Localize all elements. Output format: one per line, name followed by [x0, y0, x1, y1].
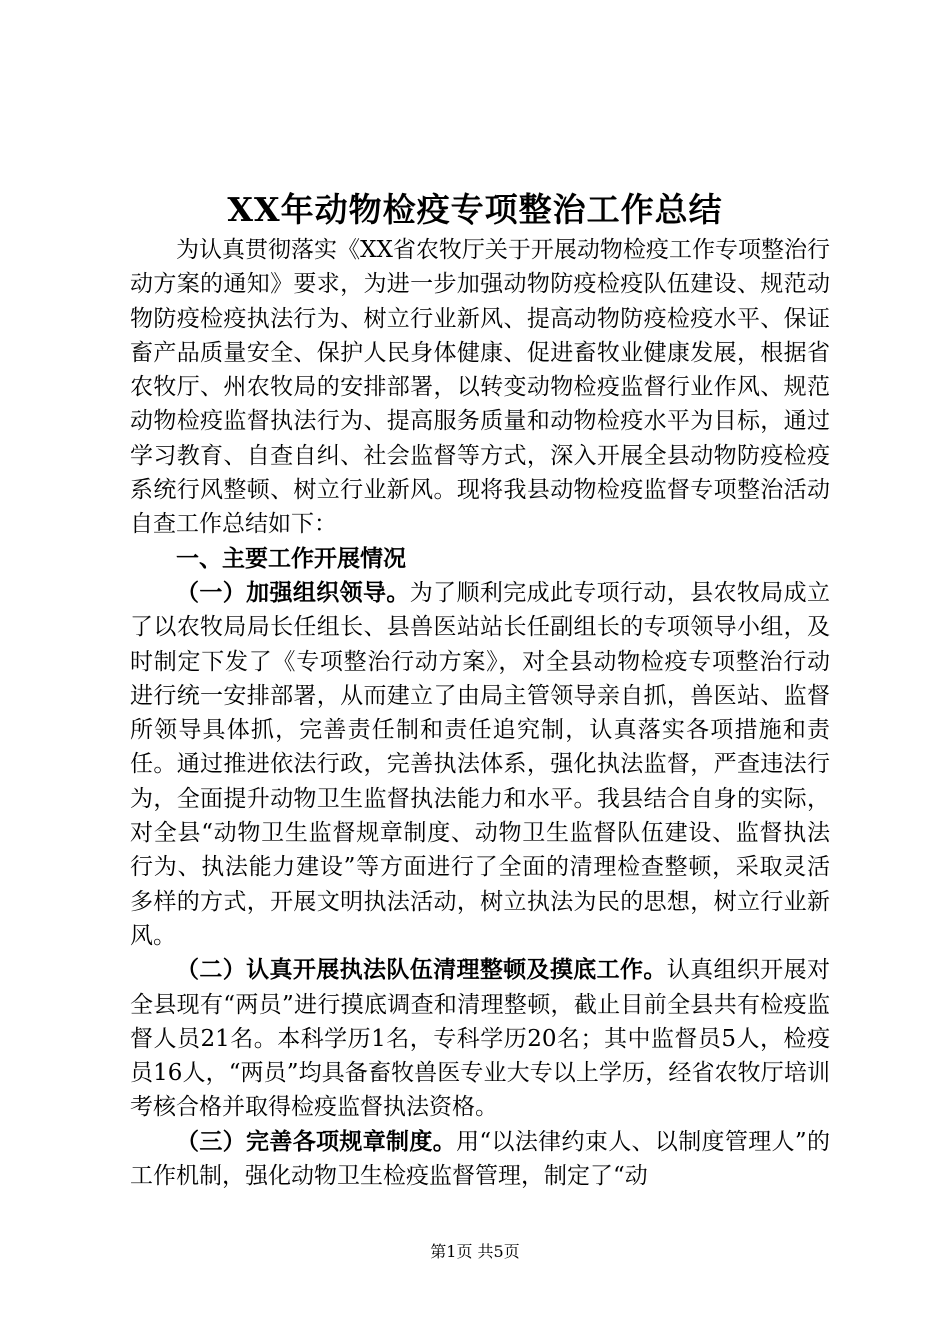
intro-paragraph: 为认真贯彻落实《XX省农牧厅关于开展动物检疫工作专项整治行动方案的通知》要求，为进一步加强动物防疫检疫队伍建设、规范动物防疫检疫执法行为、树立行业新风、提高动物防疫检疫水平、保证畜产品质量安全、保护人民身体健康、促进畜牧业健康发展，根据省农牧厅、州农牧局的安排部署，以转变动物检疫监督行业作风、规范动物检疫监督执法行为、提高服务质量和动物检疫水平为目标，通过学习教育、自查自纠、社会监督等方式，深入开展全县动物防疫检疫系统行风整顿、树立行业新风。现将我县动物检疫监督专项整治活动自查工作总结如下： — [130, 237, 830, 538]
section-3-paragraph — [130, 1125, 830, 1194]
page-footer: 第1页 共5页 — [430, 1242, 520, 1261]
section-1-lead: （一）加强组织领导。 — [176, 579, 410, 606]
document-title: XX年动物检疫专项整治工作总结 — [227, 190, 723, 229]
section-3-text: 用“以法律约束人、以制度管理人”的工作机制，强化动物卫生检疫监督管理，制定了“动 — [130, 1128, 830, 1190]
section-1-paragraph — [130, 576, 830, 953]
section-3-lead: （三）完善各项规章制度。 — [176, 1128, 457, 1155]
document-body — [130, 233, 830, 1193]
section-2-text: 认真组织开展对全县现有“两员”进行摸底调查和清理整顿，截止目前全县共有检疫监督人员21名。本科学历1名，专科学历20名；其中监督员5人，检疫员16人，“两员”均具备畜牧兽医专业大专以上学历，经省农牧厅培训考核合格并取得检疫监督执法资格。 — [130, 957, 831, 1121]
section-2-lead: （二）认真开展执法队伍清理整顿及摸底工作。 — [176, 957, 667, 984]
section-2-paragraph — [130, 953, 830, 1124]
section-1-text: 为了顺利完成此专项行动，县农牧局成立了以农牧局局长任组长、县兽医站站长任副组长的专项领导小组，及时制定下发了《专项整治行动方案》，对全县动物检疫专项整治行动进行统一安排部署，从而建立了由局主管领导亲自抓，兽医站、监督所领导具体抓，完善责任制和责任追究制，认真落实各项措施和责任。通过推进依法行政，完善执法体系，强化执法监督，严查违法行为，全面提升动物卫生监督执法能力和水平。我县结合自身的实际，对全县“动物卫生监督规章制度、动物卫生监督队伍建设、监督执法行为、执法能力建设”等方面进行了全面的清理检查整顿，采取灵活多样的方式，开展文明执法活动，树立执法为民的思想，树立行业新风。 — [130, 579, 831, 949]
section-heading: 一、主要工作开展情况 — [176, 544, 406, 572]
